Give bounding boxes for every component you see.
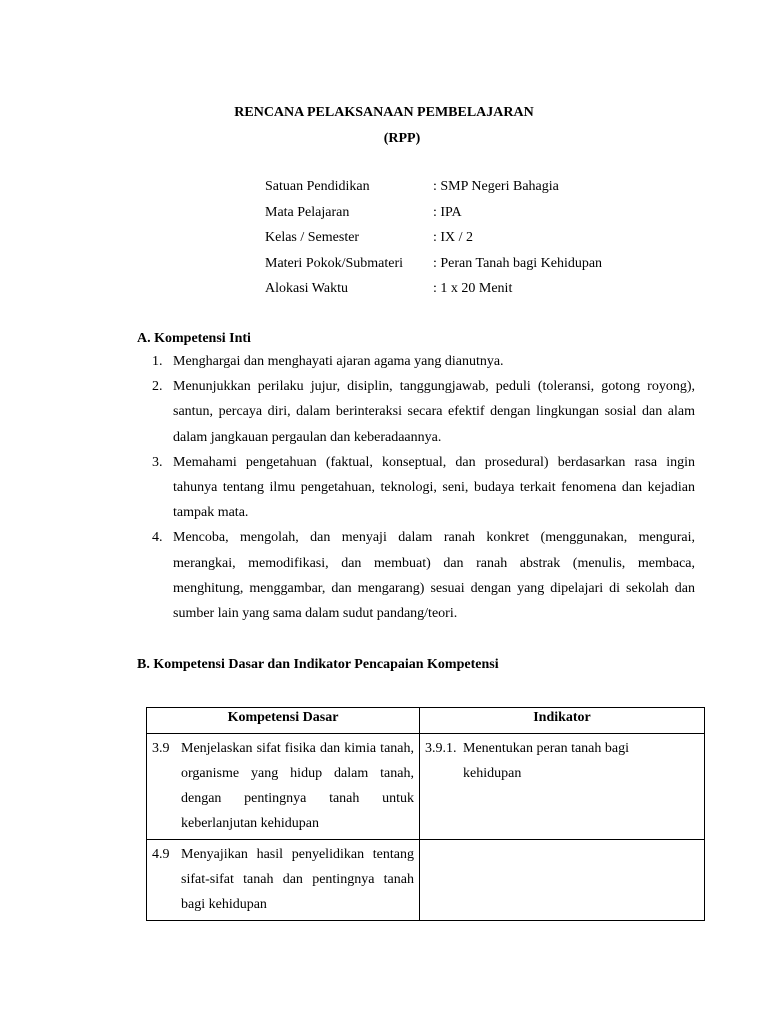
info-value: : IX / 2 — [433, 230, 474, 245]
title-block — [0, 104, 768, 148]
table-row — [147, 840, 705, 921]
indikator-cell-empty — [420, 840, 705, 921]
indikator-text: Menentukan peran tanah bagi — [463, 741, 629, 756]
info-value: : IPA — [433, 204, 462, 220]
kd-text: Menyajikan hasil penyelidikan tentang sifat-sifat tanah dan pentingnya tanah bagi kehidupan — [181, 847, 414, 912]
kd-cell — [147, 840, 420, 921]
indikator-indent — [425, 761, 463, 786]
document-title: RENCANA PELAKSANAAN PEMBELAJARAN — [234, 105, 534, 120]
kd-number: 4.9 — [152, 847, 170, 862]
info-label: Satuan Pendidikan — [265, 179, 370, 194]
info-label: Materi Pokok/Submateri — [265, 255, 404, 271]
section-b-heading: B. Kompetensi Dasar dan Indikator Pencapaian Kompetensi — [137, 657, 499, 672]
info-row — [265, 178, 602, 204]
list-item — [152, 450, 695, 526]
list-item — [152, 349, 695, 374]
list-item-text: Menunjukkan perilaku jujur, disiplin, tanggungjawab, peduli (toleransi, gotong royong), santun, percaya diri, dalam berinteraksi secara efektif dengan lingkungan sosial dan alam dalam jangkauan pergaulan dan keberadaannya. — [173, 379, 695, 445]
list-item-text: Memahami pengetahuan (faktual, konseptual, dan prosedural) berdasarkan rasa ingin tahunya tentang ilmu pengetahuan, teknologi, seni, budaya terkait fenomena dan kejadian tampak mata. — [173, 454, 695, 521]
table-row — [147, 734, 705, 840]
indikator-text-continued: kehidupan — [463, 766, 522, 781]
info-label: Kelas / Semester — [265, 230, 360, 245]
info-row — [265, 229, 602, 255]
kd-number: 3.9 — [152, 741, 170, 756]
list-item-text: Mencoba, mengolah, dan menyaji dalam ranah konkret (menggunakan, mengurai, merangkai, memodifikasi, dan membuat) dan ranah abstrak (menulis, membaca, menghitung, menggambar, dan mengarang) sesuai dengan yang dipelajari di sekolah dan sumber lain yang sama dalam sudut pandang/teori. — [173, 530, 695, 622]
list-item-text: Menghargai dan menghayati ajaran agama yang dianutnya. — [173, 354, 504, 369]
list-item-number: 4. — [152, 530, 163, 546]
list-item-number: 1. — [152, 354, 163, 369]
info-row — [265, 280, 602, 306]
competency-table — [146, 707, 705, 921]
info-row — [265, 255, 602, 281]
indikator-code: 3.9.1. — [425, 741, 457, 756]
list-item-number: 3. — [152, 454, 163, 470]
info-label: Alokasi Waktu — [265, 281, 348, 296]
section-a-heading: A. Kompetensi Inti — [137, 331, 251, 346]
info-row — [265, 204, 602, 230]
info-label: Mata Pelajaran — [265, 204, 350, 220]
indikator-cell — [420, 734, 705, 840]
table-header-row — [147, 708, 705, 734]
kd-text: Menjelaskan sifat fisika dan kimia tanah, organisme yang hidup dalam tanah, dengan pentingnya tanah untuk keberlanjutan kehidupan — [181, 741, 414, 831]
info-value: : SMP Negeri Bahagia — [433, 179, 559, 194]
list-item — [152, 374, 695, 450]
kd-cell — [147, 734, 420, 840]
identity-table — [265, 178, 602, 306]
document-subtitle: (RPP) — [383, 131, 421, 146]
info-value: : Peran Tanah bagi Kehidupan — [433, 255, 603, 271]
kompetensi-inti-list — [152, 349, 695, 626]
list-item — [152, 525, 695, 626]
list-item-number: 2. — [152, 379, 163, 395]
info-value: : 1 x 20 Menit — [433, 281, 513, 296]
column-header-kompetensi-dasar: Kompetensi Dasar — [147, 708, 420, 734]
column-header-indikator: Indikator — [420, 708, 705, 734]
